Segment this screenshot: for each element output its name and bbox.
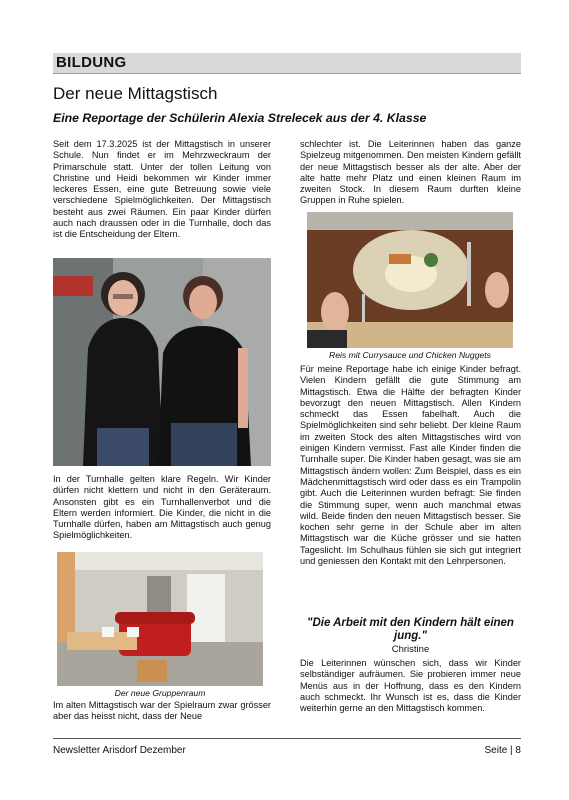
leaders-photo — [53, 258, 271, 466]
caption-room: Der neue Gruppenraum — [114, 688, 206, 698]
section-title: BILDUNG — [56, 54, 127, 71]
paragraph-old-vs-new: schlechter ist. Die Leiterinnen haben das ganze Spielzeug mitgenommen. Den meisten Kindern gefällt der neue Mittagstisch besser als der alte. Aber der alte hatte mehr Platz und einen kleinen Raum im zweiten Stock. In diesem Raum durften kleine Gruppen in Ruhe spielen. — [300, 139, 521, 206]
footer-page-number: Seite | 8 — [484, 745, 521, 756]
food-photo — [307, 212, 513, 348]
quote-author: Christine — [391, 644, 430, 655]
footer-divider — [53, 738, 521, 739]
caption-food: Reis mit Currysauce und Chicken Nuggets — [329, 350, 491, 360]
paragraph-intro: Seit dem 17.3.2025 ist der Mittagstisch in unserer Schule. Nun findet er im Mehrzweckraum der Primarschule statt. Unter der tollen Leitung von Christine und Heidi bekommen wir Kinder immer leckeres Essen, eine gute Betreuung sowie viele verschiedene Spielmöglichkeiten. Der Mittagstisch besteht aus zwei Räumen. Ein paar Kinder dürfen auch nach draussen oder in die Turnhalle, doch das ist die Entscheidung der Eltern. — [53, 139, 271, 240]
footer-newsletter: Newsletter Arisdorf Dezember — [53, 745, 186, 756]
paragraph-wishes: Die Leiterinnen wünschen sich, dass wir Kinder selbständiger aufräumen. Sie probieren immer neue Menüs aus in der Hoffnung, dass es den Kindern auch schmeckt. Ihr Wunsch ist es, dass die Kinder weiterhin gerne an den Mittagstisch kommen. — [300, 658, 521, 714]
pull-quote: "Die Arbeit mit den Kindern hält einen jung." — [307, 617, 514, 642]
article-subtitle: Eine Reportage der Schülerin Alexia Strelecek aus der 4. Klasse — [53, 111, 427, 125]
article-title: Der neue Mittagstisch — [53, 84, 218, 103]
section-header — [53, 53, 521, 74]
paragraph-old-room: Im alten Mittagstisch war der Spielraum zwar grösser aber das heisst nicht, dass der Neue — [53, 700, 271, 722]
room-photo — [57, 552, 263, 686]
paragraph-turnhalle: In der Turnhalle gelten klare Regeln. Wir Kinder dürfen nicht klettern und nicht in den Geräteraum. Ansonsten gibt es ein Turnhallenverbot und die Eltern werden informiert. Die Kinder, die nicht in die Turnhalle dürfen, haben am Mittagstisch auch genug Spielmöglichkeiten. — [53, 474, 271, 541]
paragraph-survey: Für meine Reportage habe ich einige Kinder befragt. Vielen Kindern gefällt die gute Stimmung am Mittagstisch. Etwa die Hälfte der befragten Kinder bevorzugt den neuen Mittagstisch. Allen Kindern schmeckt das Essen fabelhaft. Auch die Spielmöglichkeiten sind sehr beliebt. Der kleine Raum im zweiten Stock des alten Mittagstisches wird von einigen Kindern vermisst. Fast alle Kinder finden die Turnhalle super. Die Kinder haben gesagt, was sie am Mittagstisch ändern wollen: Zum Beispiel, dass es ein Mädchenmittagstisch wird oder dass es ein Trampolin gibt. Auch die Leiterinnen wurden befragt: Sie finden die Stimmung super, wenn auch manchmal etwas wild. Beide finden den neuen Mittagstisch besser. Sie kochen sehr gerne in der Schule aber im alten Mittagstisch war die Küche grösser und sie hatten Tageslicht. Im Schulhaus fühlen sie sich gut integriert und geniessen den Kontakt mit den Lehrpersonen. — [300, 364, 521, 567]
